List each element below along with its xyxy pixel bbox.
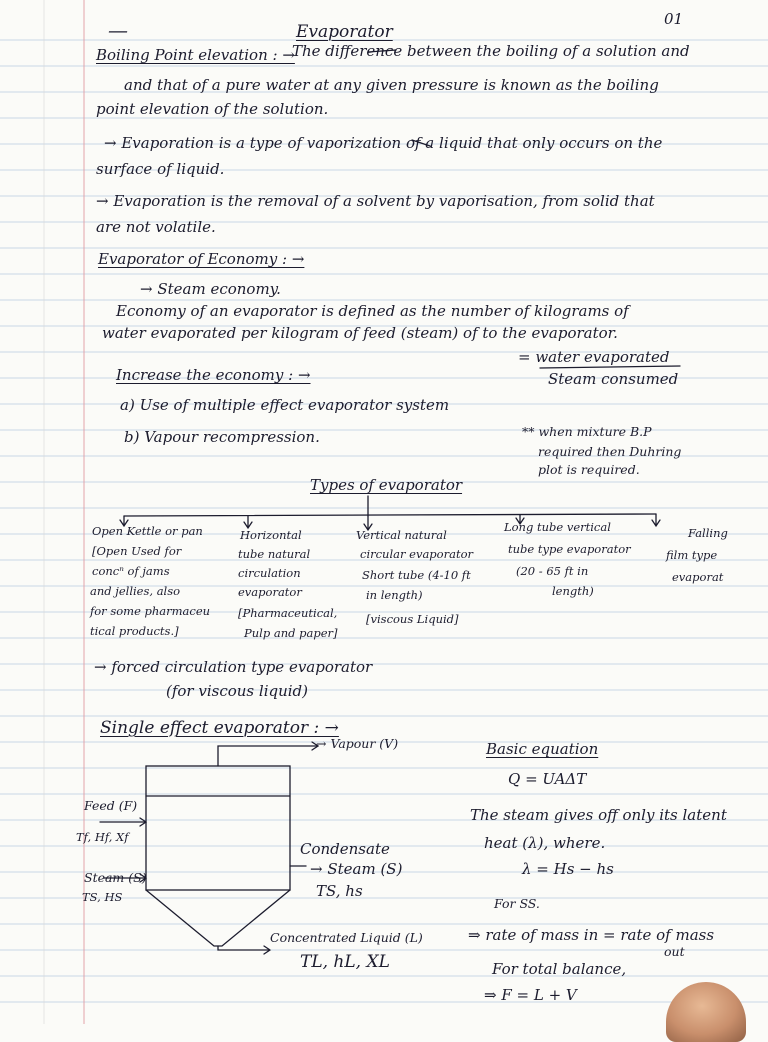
type-long-tube-line: (20 - 65 ft in [516, 564, 589, 578]
lambda-equation: λ = Hs − hs [522, 860, 614, 878]
tree-arrow [244, 516, 252, 528]
bpe-label: Boiling Point elevation : → [96, 46, 295, 64]
duhring-note-line-2: required then Duhring [538, 444, 682, 459]
type-open-kettle-line: for some pharmaceu [90, 604, 211, 618]
rate-of-mass-line: ⇒ rate of mass in = rate of mass [468, 926, 715, 944]
forced-circulation-line-2: (for viscous liquid) [166, 682, 309, 700]
strike-through [368, 50, 396, 52]
for-ss-label: For SS. [494, 896, 540, 911]
strike-through [412, 140, 430, 146]
evaporator-cone [146, 890, 290, 946]
type-vertical-line: Short tube (4-10 ft [362, 568, 471, 582]
type-falling-line: Falling [688, 526, 728, 540]
tree-arrow [120, 516, 128, 526]
feed-inlet-arrow [100, 818, 146, 826]
type-vertical-line: in length) [366, 588, 423, 602]
page-number: 01 [664, 10, 684, 28]
economy-heading: Evaporator of Economy : → [98, 250, 305, 268]
liquid-outlet-arrow [218, 946, 270, 954]
steam-economy: → Steam economy. [140, 280, 281, 298]
type-horizontal-line: Horizontal [240, 528, 302, 542]
type-horizontal-line: [Pharmaceutical, [238, 606, 338, 620]
evaporator-body [146, 766, 290, 890]
rate-of-mass-out: out [664, 944, 685, 959]
page-title: Evaporator [296, 22, 393, 42]
type-long-tube-line: length) [552, 584, 594, 598]
type-vertical-line: Vertical natural [356, 528, 447, 542]
increase-economy-heading: Increase the economy : → [116, 366, 311, 384]
type-long-tube-line: Long tube vertical [504, 520, 611, 534]
ratio-numerator: = water evaporated [518, 348, 670, 366]
duhring-note-line-1: ** when mixture B.P [522, 424, 652, 439]
type-vertical-line: [viscous Liquid] [366, 612, 459, 626]
bpe-line-1: The difference between the boiling of a solution and [292, 42, 690, 60]
tree-branch [124, 514, 656, 516]
label-vapour: → Vapour (V) [316, 736, 399, 751]
steam-inlet-arrow [104, 874, 146, 882]
tree-arrow [516, 515, 524, 524]
type-falling-line: film type [666, 548, 718, 562]
tree-arrow [364, 516, 372, 530]
evaporation-def-1-line-2: surface of liquid. [96, 160, 225, 178]
type-falling-line: evaporat [672, 570, 724, 584]
tree-arrow [652, 514, 660, 526]
latent-heat-line-1: The steam gives off only its latent [470, 806, 727, 824]
type-open-kettle-line: Open Kettle or pan [92, 524, 203, 538]
dash-mark: — [108, 18, 128, 42]
label-condensate-props: TS, hs [316, 882, 363, 900]
type-open-kettle-line: and jellies, also [90, 584, 181, 598]
basic-equation-heading: Basic equation [486, 740, 599, 758]
evaporation-def-2-line-1: → Evaporation is the removal of a solvent by vaporisation, from solid that [96, 192, 655, 210]
label-steam-in: Steam (S) [84, 870, 147, 885]
basic-equation: Q = UAΔT [508, 770, 587, 788]
bpe-line-3: point elevation of the solution. [96, 100, 329, 118]
type-horizontal-line: Pulp and paper] [244, 626, 338, 640]
forced-circulation-line-1: → forced circulation type evaporator [94, 658, 373, 676]
type-horizontal-line: circulation [238, 566, 301, 580]
vapour-outlet-line [218, 746, 318, 766]
evaporation-def-1-line-1: → Evaporation is a type of vaporization of a liquid that only occurs on the [104, 134, 663, 152]
ratio-denominator: Steam consumed [548, 370, 679, 388]
type-long-tube-line: tube type evaporator [508, 542, 631, 556]
type-open-kettle-line: tical products.] [90, 624, 179, 638]
fraction-bar [540, 366, 680, 368]
total-balance-label: For total balance, [492, 960, 627, 978]
label-steam-out: → Steam (S) [310, 860, 403, 878]
types-heading: Types of evaporator [310, 476, 463, 494]
type-horizontal-line: evaporator [238, 585, 302, 599]
label-feed: Feed (F) [84, 798, 138, 813]
label-concentrated-liquid: Concentrated Liquid (L) [270, 930, 423, 945]
type-open-kettle-line: [Open Used for [92, 544, 182, 558]
type-horizontal-line: tube natural [238, 547, 311, 561]
balance-equation: ⇒ F = L + V [484, 986, 577, 1004]
type-vertical-line: circular evaporator [360, 547, 473, 561]
label-concentrated-props: TL, hL, XL [300, 952, 390, 972]
label-feed-props: Tf, Hf, Xf [76, 830, 129, 844]
latent-heat-line-2: heat (λ), where. [484, 834, 606, 852]
increase-point-a: a) Use of multiple effect evaporator system [120, 396, 450, 414]
economy-def-line-2: water evaporated per kilogram of feed (steam) of to the evaporator. [102, 324, 618, 342]
label-condensate: Condensate [300, 840, 390, 858]
duhring-note-line-3: plot is required. [538, 462, 640, 477]
type-open-kettle-line: concⁿ of jams [92, 564, 170, 578]
economy-def-line-1: Economy of an evaporator is defined as the number of kilograms of [116, 302, 629, 320]
bpe-line-2: and that of a pure water at any given pressure is known as the boiling [124, 76, 659, 94]
evaporation-def-2-line-2: are not volatile. [96, 218, 216, 236]
label-steam-props: TS, HS [82, 890, 123, 904]
single-effect-heading: Single effect evaporator : → [100, 718, 339, 738]
increase-point-b: b) Vapour recompression. [124, 428, 320, 446]
